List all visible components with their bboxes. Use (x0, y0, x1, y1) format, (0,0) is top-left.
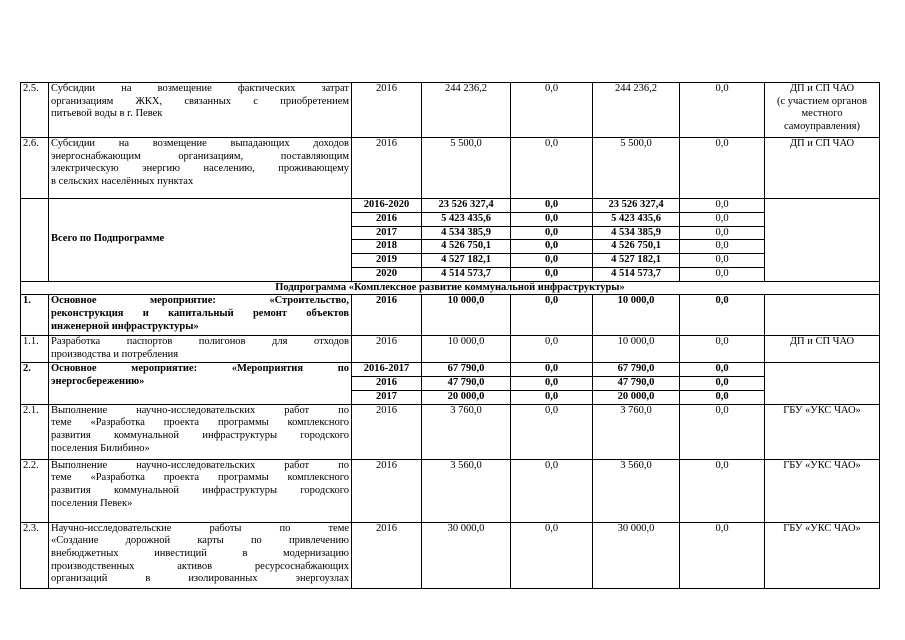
federal-cell: 0,0 (511, 138, 593, 199)
okrug-cell: 5 500,0 (593, 138, 680, 199)
row-description: Основное мероприятие: «Мероприятия по энергосбережению» (49, 363, 352, 404)
row-description: Выполнение научно-исследовательских работ по теме «Разработка проекта программы комплексного развития коммунальной инфраструктуры городского поселения Певек» (49, 459, 352, 522)
executor-cell: ГБУ «УКС ЧАО» (765, 459, 880, 522)
row-number: 2.1. (21, 404, 49, 459)
year-cell: 2016 (352, 138, 422, 199)
row-description: Субсидии на возмещение фактических затрат организациям ЖКХ, связанных с приобретением питьевой воды в г. Певек (49, 83, 352, 138)
total-row: 2018 4 526 750,1 0,0 4 526 750,1 0,0 (21, 240, 880, 254)
year-cell: 2016 (352, 83, 422, 138)
table-row: 2.2. Выполнение научно-исследовательских работ по теме «Разработка проекта программы комплексного развития коммунальной инфраструктуры городского поселения Певек» 2016 3 560,0 0,0 3 560,0 0,0 ГБУ «УКС ЧАО» (21, 459, 880, 522)
okrug-cell: 244 236,2 (593, 83, 680, 138)
row-description: Выполнение научно-исследовательских работ по теме «Разработка проекта программы комплексного развития коммунальной инфраструктуры городского поселения Билибино» (49, 404, 352, 459)
row-number: 2.5. (21, 83, 49, 138)
subprogram-title: Подпрограмма «Комплексное развитие коммунальной инфраструктуры» (21, 281, 880, 295)
row-number: 2.3. (21, 522, 49, 588)
row-number: 2.6. (21, 138, 49, 199)
executor-cell: ГБУ «УКС ЧАО» (765, 522, 880, 588)
table-row: 2. Основное мероприятие: «Мероприятия по энергосбережению» 2016-2017 67 790,0 0,0 67 790,0 0,0 (21, 363, 880, 377)
total-label: Всего по Подпрограмме (49, 199, 352, 282)
total-cell: 244 236,2 (422, 83, 511, 138)
executor-cell: ДП и СП ЧАО (с участием органов местного самоуправления) (765, 83, 880, 138)
table-row (21, 83, 880, 138)
row-description: Основное мероприятие: «Строительство, реконструкция и капитальный ремонт объектов инженерной инфраструктуры» (49, 295, 352, 336)
executor-cell: ДП и СП ЧАО (765, 336, 880, 363)
table-row: 2016 47 790,0 0,0 47 790,0 0,0 (21, 377, 880, 391)
row-description: Научно-исследовательские работы по теме «Создание дорожной карты по привлечению внебюджетных инвестиций в модернизацию производственных активов ресурсоснабжающих организаций в изолированных энергоузлах (49, 522, 352, 588)
federal-cell: 0,0 (511, 83, 593, 138)
table-row: 2.3. Научно-исследовательские работы по теме «Создание дорожной карты по привлечению внебюджетных инвестиций в модернизацию производственных активов ресурсоснабжающих организаций в изолированных энергоузлах 2016 30 000,0 0,0 30 000,0 0,0 ГБУ «УКС ЧАО» (21, 522, 880, 588)
total-row: 2019 4 527 182,1 0,0 4 527 182,1 0,0 (21, 254, 880, 268)
table-row (21, 138, 880, 199)
table-row: 1.1. Разработка паспортов полигонов для отходов производства и потребления 2016 10 000,0 0,0 10 000,0 0,0 ДП и СП ЧАО (21, 336, 880, 363)
local-cell: 0,0 (680, 83, 765, 138)
table-row: 2017 20 000,0 0,0 20 000,0 0,0 (21, 390, 880, 404)
local-cell: 0,0 (680, 138, 765, 199)
executor-cell: ДП и СП ЧАО (765, 138, 880, 199)
total-cell: 5 500,0 (422, 138, 511, 199)
table-row: 1. Основное мероприятие: «Строительство, реконструкция и капитальный ремонт объектов инженерной инфраструктуры» 2016 10 000,0 0,0 10 000,0 0,0 (21, 295, 880, 336)
row-number: 2. (21, 363, 49, 404)
row-number: 1. (21, 295, 49, 336)
executor-cell: ГБУ «УКС ЧАО» (765, 404, 880, 459)
row-description: Субсидии на возмещение выпадающих доходов энергоснабжающим организациям, поставляющим электрическую энергию населению, проживающему в сельских населённых пунктах (49, 138, 352, 199)
total-row: 2017 4 534 385,9 0,0 4 534 385,9 0,0 (21, 226, 880, 240)
row-description: Разработка паспортов полигонов для отходов производства и потребления (49, 336, 352, 363)
row-number: 1.1. (21, 336, 49, 363)
table-row: 2.1. Выполнение научно-исследовательских работ по теме «Разработка проекта программы комплексного развития коммунальной инфраструктуры городского поселения Билибино» 2016 3 760,0 0,0 3 760,0 0,0 ГБУ «УКС ЧАО» (21, 404, 880, 459)
row-number: 2.2. (21, 459, 49, 522)
program-table (20, 82, 880, 589)
subprogram-row (21, 281, 880, 295)
total-row: 2020 4 514 573,7 0,0 4 514 573,7 0,0 (21, 267, 880, 281)
total-row: Всего по Подпрограмме 2016-2020 23 526 327,4 0,0 23 526 327,4 0,0 (21, 199, 880, 213)
total-row: 2016 5 423 435,6 0,0 5 423 435,6 0,0 (21, 213, 880, 227)
